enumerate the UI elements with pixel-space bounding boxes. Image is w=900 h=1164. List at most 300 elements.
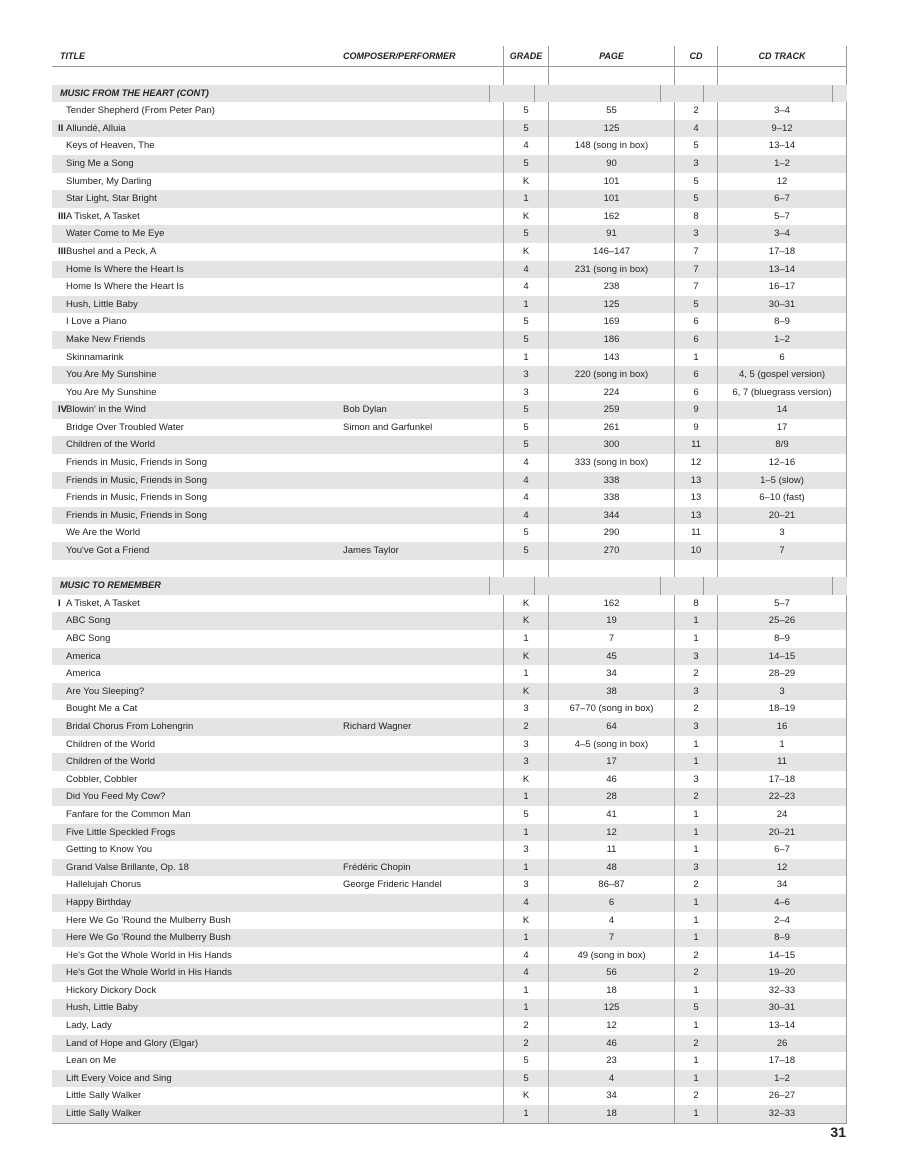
composer-performer (343, 349, 503, 367)
cd-cell: 1 (674, 806, 717, 824)
cd-cell: 2 (674, 700, 717, 718)
unit-marker (52, 841, 66, 859)
page-cell: 19 (548, 612, 674, 630)
table-row (52, 278, 847, 296)
cd-cell: 1 (674, 612, 717, 630)
composer-performer (343, 1052, 503, 1070)
cd-cell: 2 (674, 876, 717, 894)
song-title: Getting to Know You (66, 844, 153, 856)
page-cell: 41 (548, 806, 674, 824)
table-row (52, 1052, 847, 1070)
grade-cell: K (503, 771, 548, 789)
page-cell: 101 (548, 190, 674, 208)
composer-performer (343, 120, 503, 138)
cd-track-cell: 12–16 (717, 454, 847, 472)
table-row (52, 1017, 847, 1035)
page-cell: 143 (548, 349, 674, 367)
cd-track-cell: 34 (717, 876, 847, 894)
spacer-cell (503, 67, 548, 85)
table-row (52, 261, 847, 279)
table-row (52, 190, 847, 208)
song-title: Make New Friends (66, 333, 146, 345)
cd-cell: 10 (674, 542, 717, 560)
cd-track-cell: 13–14 (717, 1017, 847, 1035)
song-title: Water Come to Me Eye (66, 228, 165, 240)
cd-track-cell: 1–2 (717, 331, 847, 349)
song-title: America (66, 668, 101, 680)
song-title: Happy Birthday (66, 896, 131, 908)
composer-performer (343, 384, 503, 402)
table-row (52, 1035, 847, 1053)
page-cell: 18 (548, 1105, 674, 1123)
song-title: Hush, Little Baby (66, 1002, 138, 1014)
cd-track-cell: 16 (717, 718, 847, 736)
cd-cell: 6 (674, 384, 717, 402)
song-title: You've Got a Friend (66, 545, 150, 557)
cd-track-cell: 3 (717, 524, 847, 542)
unit-marker (52, 542, 66, 560)
song-title: Skinnamarink (66, 351, 124, 363)
unit-marker (52, 753, 66, 771)
table-row (52, 630, 847, 648)
unit-marker (52, 366, 66, 384)
cd-track-cell: 2–4 (717, 912, 847, 930)
cd-cell: 2 (674, 788, 717, 806)
table-row (52, 102, 847, 120)
grade-cell: 5 (503, 542, 548, 560)
cd-track-cell: 5–7 (717, 595, 847, 613)
song-title: Are You Sleeping? (66, 685, 145, 697)
composer-performer (343, 665, 503, 683)
grade-cell: K (503, 173, 548, 191)
spacer-cell (674, 67, 717, 85)
composer-performer (343, 982, 503, 1000)
composer-performer (343, 999, 503, 1017)
grade-cell: 1 (503, 349, 548, 367)
song-title: Bridal Chorus From Lohengrin (66, 720, 194, 732)
song-title: Slumber, My Darling (66, 175, 152, 187)
index-table (52, 46, 847, 1124)
cd-cell: 3 (674, 859, 717, 877)
cd-cell: 13 (674, 489, 717, 507)
composer-performer (343, 788, 503, 806)
cd-track-cell: 32–33 (717, 1105, 847, 1123)
cd-cell: 3 (674, 648, 717, 666)
song-title: He's Got the Whole World in His Hands (66, 949, 232, 961)
table-row (52, 542, 847, 560)
grade-cell: 5 (503, 436, 548, 454)
table-bottom-rule (52, 1123, 847, 1124)
song-title: Lift Every Voice and Sing (66, 1072, 172, 1084)
grade-cell: K (503, 912, 548, 930)
grade-cell: 4 (503, 947, 548, 965)
unit-marker (52, 1035, 66, 1053)
unit-marker (52, 630, 66, 648)
cd-track-cell: 8–9 (717, 313, 847, 331)
song-title: Children of the World (66, 738, 156, 750)
composer-performer: Simon and Garfunkel (343, 421, 433, 433)
unit-marker (52, 225, 66, 243)
cd-cell: 7 (674, 261, 717, 279)
table-row (52, 366, 847, 384)
page-cell: 28 (548, 788, 674, 806)
table-row (52, 912, 847, 930)
song-title: ABC Song (66, 615, 111, 627)
cd-track-cell: 20–21 (717, 507, 847, 525)
section-heading (52, 85, 847, 103)
unit-marker: III (58, 245, 66, 257)
table-row (52, 225, 847, 243)
page-cell: 46 (548, 1035, 674, 1053)
song-title: He's Got the Whole World in His Hands (66, 967, 232, 979)
cd-cell: 5 (674, 296, 717, 314)
cd-cell: 1 (674, 753, 717, 771)
song-title: Hickory Dickory Dock (66, 984, 157, 996)
grade-cell: 1 (503, 296, 548, 314)
composer-performer (343, 648, 503, 666)
song-title: Grand Valse Brillante, Op. 18 (66, 861, 189, 873)
song-title: Friends in Music, Friends in Song (66, 492, 207, 504)
page-cell: 125 (548, 999, 674, 1017)
cd-track-cell: 14–15 (717, 947, 847, 965)
cd-cell: 3 (674, 771, 717, 789)
table-row (52, 120, 847, 138)
section-cell (534, 85, 660, 103)
unit-marker (52, 982, 66, 1000)
composer-performer (343, 261, 503, 279)
spacer-row (52, 67, 847, 85)
cd-cell: 2 (674, 1035, 717, 1053)
section-cell (660, 577, 703, 595)
page-cell: 125 (548, 120, 674, 138)
song-title: I Love a Piano (66, 316, 127, 328)
cd-track-cell: 12 (717, 859, 847, 877)
cd-track-cell: 17–18 (717, 243, 847, 261)
page-cell: 231 (song in box) (548, 261, 674, 279)
grade-cell: 5 (503, 1070, 548, 1088)
composer-performer (343, 630, 503, 648)
page-cell: 7 (548, 630, 674, 648)
page-cell: 344 (548, 507, 674, 525)
unit-marker (52, 1105, 66, 1123)
cd-cell: 12 (674, 454, 717, 472)
spacer-row (52, 560, 847, 578)
composer-performer (343, 824, 503, 842)
composer-performer (343, 736, 503, 754)
page-cell: 261 (548, 419, 674, 437)
grade-cell: 3 (503, 366, 548, 384)
composer-performer (343, 683, 503, 701)
composer-performer (343, 366, 503, 384)
table-row (52, 806, 847, 824)
table-row (52, 788, 847, 806)
page-cell: 4 (548, 1070, 674, 1088)
composer-performer (343, 102, 503, 120)
grade-cell: K (503, 612, 548, 630)
cd-cell: 6 (674, 331, 717, 349)
unit-marker (52, 912, 66, 930)
table-row (52, 841, 847, 859)
unit-marker (52, 102, 66, 120)
cd-track-cell: 19–20 (717, 964, 847, 982)
table-row (52, 947, 847, 965)
cd-track-cell: 1–2 (717, 1070, 847, 1088)
cd-cell: 2 (674, 102, 717, 120)
composer-performer (343, 806, 503, 824)
cd-track-cell: 22–23 (717, 788, 847, 806)
page-cell: 49 (song in box) (548, 947, 674, 965)
table-row (52, 384, 847, 402)
unit-marker (52, 876, 66, 894)
cd-track-cell: 20–21 (717, 824, 847, 842)
table-row (52, 155, 847, 173)
cd-cell: 3 (674, 718, 717, 736)
page-cell: 238 (548, 278, 674, 296)
cd-cell: 6 (674, 366, 717, 384)
cd-cell: 1 (674, 736, 717, 754)
grade-cell: 1 (503, 859, 548, 877)
unit-marker (52, 524, 66, 542)
unit-marker (52, 1070, 66, 1088)
composer-performer (343, 190, 503, 208)
cd-track-cell: 6, 7 (bluegrass version) (717, 384, 847, 402)
cd-track-cell: 28–29 (717, 665, 847, 683)
unit-marker (52, 155, 66, 173)
table-row (52, 982, 847, 1000)
spacer-cell (52, 67, 343, 85)
unit-marker (52, 612, 66, 630)
cd-cell: 4 (674, 120, 717, 138)
cd-track-cell: 11 (717, 753, 847, 771)
unit-marker (52, 296, 66, 314)
unit-marker (52, 648, 66, 666)
page-cell: 300 (548, 436, 674, 454)
page-cell: 7 (548, 929, 674, 947)
composer-performer (343, 612, 503, 630)
grade-cell: 1 (503, 1105, 548, 1123)
page-cell: 162 (548, 208, 674, 226)
unit-marker (52, 190, 66, 208)
unit-marker (52, 331, 66, 349)
grade-cell: 4 (503, 489, 548, 507)
table-row (52, 173, 847, 191)
grade-cell: 4 (503, 894, 548, 912)
composer-performer (343, 595, 503, 613)
cd-cell: 13 (674, 507, 717, 525)
composer-performer (343, 313, 503, 331)
page-number: 31 (830, 1124, 846, 1140)
song-title: A Tisket, A Tasket (66, 210, 140, 222)
spacer-cell (52, 560, 343, 578)
spacer-cell (674, 560, 717, 578)
composer-performer (343, 753, 503, 771)
grade-cell: 3 (503, 876, 548, 894)
composer-performer: Bob Dylan (343, 404, 387, 416)
spacer-cell (717, 560, 847, 578)
page-cell: 17 (548, 753, 674, 771)
unit-marker (52, 665, 66, 683)
grade-cell: 4 (503, 261, 548, 279)
section-cell (489, 577, 534, 595)
composer-performer (343, 507, 503, 525)
cd-track-cell: 12 (717, 173, 847, 191)
song-title: Home Is Where the Heart Is (66, 263, 184, 275)
page-cell: 224 (548, 384, 674, 402)
cd-cell: 1 (674, 841, 717, 859)
grade-cell: K (503, 648, 548, 666)
cd-track-cell: 8–9 (717, 630, 847, 648)
unit-marker (52, 313, 66, 331)
unit-marker (52, 472, 66, 490)
song-title: Bushel and a Peck, A (66, 245, 157, 257)
unit-marker (52, 384, 66, 402)
page-cell: 125 (548, 296, 674, 314)
grade-cell: 3 (503, 700, 548, 718)
cd-track-cell: 1–5 (slow) (717, 472, 847, 490)
composer-performer (343, 208, 503, 226)
song-title: Friends in Music, Friends in Song (66, 457, 207, 469)
page-cell: 86–87 (548, 876, 674, 894)
table-row (52, 1105, 847, 1123)
grade-cell: 1 (503, 788, 548, 806)
page-cell: 34 (548, 665, 674, 683)
song-title: Keys of Heaven, The (66, 140, 155, 152)
grade-cell: K (503, 1087, 548, 1105)
unit-marker (52, 1017, 66, 1035)
table-row (52, 296, 847, 314)
composer-performer: George Frideric Handel (343, 879, 442, 891)
cd-cell: 1 (674, 1070, 717, 1088)
page-cell: 148 (song in box) (548, 137, 674, 155)
section-cell (534, 577, 660, 595)
composer-performer: James Taylor (343, 545, 399, 557)
composer-performer (343, 296, 503, 314)
grade-cell: 5 (503, 225, 548, 243)
unit-marker (52, 1052, 66, 1070)
page-cell: 169 (548, 313, 674, 331)
table-row (52, 401, 847, 419)
composer-performer (343, 1035, 503, 1053)
song-title: ABC Song (66, 633, 111, 644)
cd-cell: 5 (674, 137, 717, 155)
cd-track-cell: 30–31 (717, 999, 847, 1017)
grade-cell: 2 (503, 718, 548, 736)
grade-cell: 1 (503, 999, 548, 1017)
cd-track-cell: 8–9 (717, 929, 847, 947)
cd-cell: 5 (674, 190, 717, 208)
table-row (52, 1070, 847, 1088)
composer-performer (343, 454, 503, 472)
table-row (52, 472, 847, 490)
cd-track-cell: 25–26 (717, 612, 847, 630)
page-cell: 90 (548, 155, 674, 173)
composer-performer (343, 331, 503, 349)
page-cell: 270 (548, 542, 674, 560)
table-row (52, 137, 847, 155)
grade-cell: 3 (503, 841, 548, 859)
composer-performer (343, 524, 503, 542)
grade-cell: 5 (503, 313, 548, 331)
composer-performer (343, 225, 503, 243)
grade-cell: 1 (503, 630, 548, 648)
composer-performer: Frédéric Chopin (343, 861, 411, 873)
unit-marker (52, 419, 66, 437)
composer-performer (343, 947, 503, 965)
song-title: Little Sally Walker (66, 1090, 142, 1102)
section-label: MUSIC FROM THE HEART (CONT) (60, 87, 209, 98)
table-row (52, 665, 847, 683)
song-title: Hallelujah Chorus (66, 879, 141, 891)
composer-performer (343, 912, 503, 930)
page-cell: 333 (song in box) (548, 454, 674, 472)
table-row (52, 999, 847, 1017)
unit-marker (52, 894, 66, 912)
cd-cell: 1 (674, 824, 717, 842)
spacer-cell (548, 560, 674, 578)
cd-cell: 5 (674, 173, 717, 191)
table-row (52, 454, 847, 472)
grade-cell: 1 (503, 665, 548, 683)
cd-track-cell: 14 (717, 401, 847, 419)
table-row (52, 243, 847, 261)
grade-cell: 4 (503, 454, 548, 472)
header-composer: COMPOSER/PERFORMER (343, 51, 456, 61)
page-cell: 38 (548, 683, 674, 701)
song-title: Sing Me a Song (66, 157, 134, 169)
page-cell: 146–147 (548, 243, 674, 261)
cd-cell: 2 (674, 665, 717, 683)
cd-track-cell: 16–17 (717, 278, 847, 296)
page-cell: 259 (548, 401, 674, 419)
table-row (52, 894, 847, 912)
song-title: Lean on Me (66, 1055, 117, 1067)
unit-marker (52, 964, 66, 982)
table-row (52, 1087, 847, 1105)
unit-marker (52, 700, 66, 718)
unit-marker: II (58, 122, 64, 134)
unit-marker (52, 173, 66, 191)
page-cell: 6 (548, 894, 674, 912)
unit-marker (52, 489, 66, 507)
song-title: Allundé, Alluia (66, 122, 126, 134)
composer-performer (343, 841, 503, 859)
song-title: Lady, Lady (66, 1020, 112, 1032)
cd-cell: 1 (674, 912, 717, 930)
cd-track-cell: 14–15 (717, 648, 847, 666)
page-cell: 23 (548, 1052, 674, 1070)
cd-track-cell: 4, 5 (gospel version) (717, 366, 847, 384)
composer-performer (343, 1087, 503, 1105)
unit-marker (52, 137, 66, 155)
unit-marker (52, 929, 66, 947)
cd-track-cell: 13–14 (717, 261, 847, 279)
cd-cell: 11 (674, 524, 717, 542)
grade-cell: 4 (503, 507, 548, 525)
cd-cell: 1 (674, 630, 717, 648)
header-cd-track: CD TRACK (717, 46, 847, 66)
page-cell: 101 (548, 173, 674, 191)
grade-cell: 3 (503, 736, 548, 754)
grade-cell: K (503, 243, 548, 261)
unit-marker (52, 349, 66, 367)
page-cell: 55 (548, 102, 674, 120)
composer-performer (343, 243, 503, 261)
song-title: Fanfare for the Common Man (66, 808, 191, 820)
grade-cell: 3 (503, 753, 548, 771)
composer-performer (343, 1070, 503, 1088)
cd-cell: 7 (674, 243, 717, 261)
unit-marker (52, 771, 66, 789)
